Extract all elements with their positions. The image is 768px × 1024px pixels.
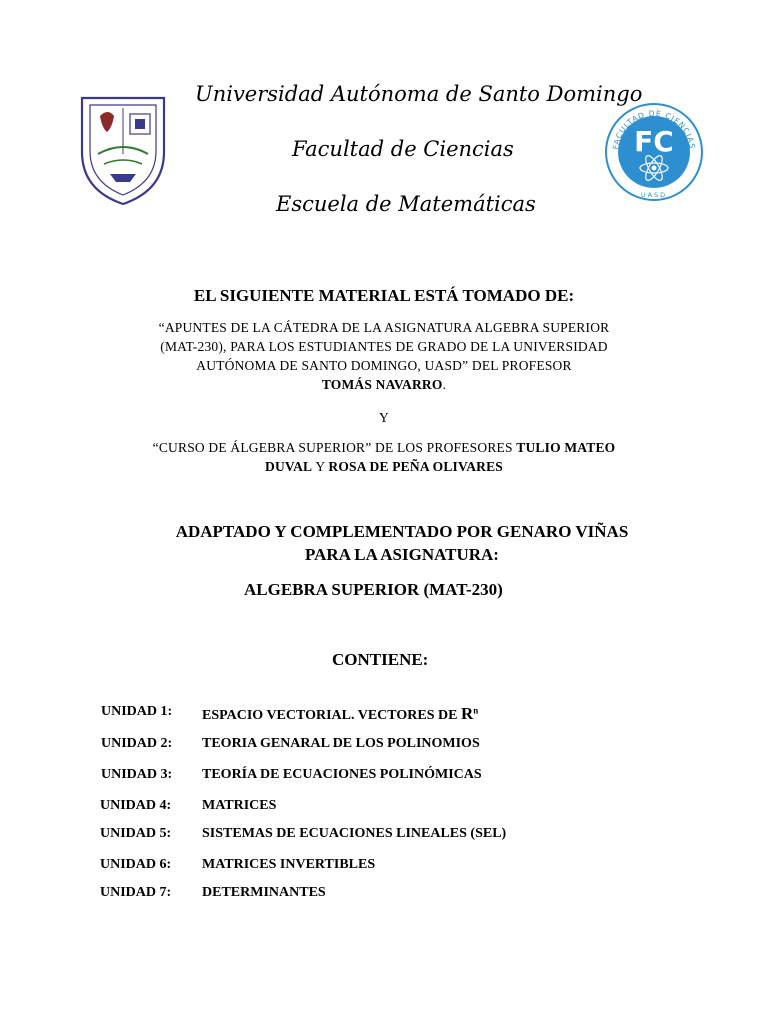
author-pena: ROSA DE PEÑA OLIVARES xyxy=(328,459,503,474)
source-quote1-line1: “APUNTES DE LA CÁTEDRA DE LA ASIGNATURA ALGEBRA SUPERIOR xyxy=(158,320,610,335)
adaptation-line2: PARA LA ASIGNATURA: xyxy=(305,545,499,564)
unit-6-title: MATRICES INVERTIBLES xyxy=(202,857,376,872)
unit-2-label: UNIDAD 2: xyxy=(101,736,173,751)
course-name: ALGEBRA SUPERIOR (MAT-230) xyxy=(244,580,503,599)
unit-2-title: TEORIA GENARAL DE LOS POLINOMIOS xyxy=(202,736,480,751)
unit-6-label: UNIDAD 6: xyxy=(100,857,172,872)
quote2-and: Y xyxy=(312,459,329,474)
source-quote1-line3: AUTÓNOMA DE SANTO DOMINGO, UASD” DEL PROFESOR xyxy=(196,358,572,373)
source-quote2-line1 xyxy=(0,440,768,456)
unit-5-label: UNIDAD 5: xyxy=(100,826,172,841)
unit-1-symbol: R xyxy=(460,704,474,723)
facultad-ciencias-logo xyxy=(604,102,704,202)
author-period: . xyxy=(442,377,447,392)
adaptation-line1: ADAPTADO Y COMPLEMENTADO POR GENARO VIÑAS xyxy=(175,522,629,541)
svg-text:FACULTAD DE CIENCIAS: FACULTAD DE CIENCIAS xyxy=(611,108,697,150)
unit-4-label: UNIDAD 4: xyxy=(100,798,172,813)
source-quote1-line2: (MAT-230), PARA LOS ESTUDIANTES DE GRADO DE LA UNIVERSIDAD xyxy=(160,339,608,354)
unit-1-title-text: ESPACIO VECTORIAL. VECTORES DE xyxy=(202,708,461,723)
author-mateo: TULIO MATEO xyxy=(516,440,616,455)
university-name: Universidad Autónoma de Santo Domingo xyxy=(195,82,643,106)
author-duval: DUVAL xyxy=(265,459,313,474)
unit-4-title: MATRICES xyxy=(202,798,277,813)
uasd-seal-logo xyxy=(78,94,168,208)
svg-text:UASD: UASD xyxy=(640,191,668,199)
source-quote2-line2 xyxy=(0,459,768,475)
unit-1-label: UNIDAD 1: xyxy=(101,704,173,719)
unit-1-superscript: n xyxy=(473,705,479,716)
conjunction: Y xyxy=(379,410,389,425)
unit-3-title: TEORÍA DE ECUACIONES POLINÓMICAS xyxy=(202,767,482,782)
source-heading: EL SIGUIENTE MATERIAL ESTÁ TOMADO DE: xyxy=(193,286,575,305)
author-navarro: TOMÁS NAVARRO xyxy=(321,377,443,392)
faculty-name: Facultad de Ciencias xyxy=(292,137,514,161)
contents-heading: CONTIENE: xyxy=(332,650,429,669)
unit-5-title: SISTEMAS DE ECUACIONES LINEALES (SEL) xyxy=(202,826,507,841)
quote2-prefix: “CURSO DE ÁLGEBRA SUPERIOR” DE LOS PROFESORES xyxy=(152,440,517,455)
svg-text:FC: FC xyxy=(634,125,674,158)
unit-3-label: UNIDAD 3: xyxy=(101,767,173,782)
unit-7-label: UNIDAD 7: xyxy=(100,885,172,900)
unit-7-title: DETERMINANTES xyxy=(202,885,326,900)
school-name: Escuela de Matemáticas xyxy=(276,192,536,216)
source-quote1-author-line xyxy=(0,377,768,393)
unit-1-title xyxy=(202,704,478,724)
